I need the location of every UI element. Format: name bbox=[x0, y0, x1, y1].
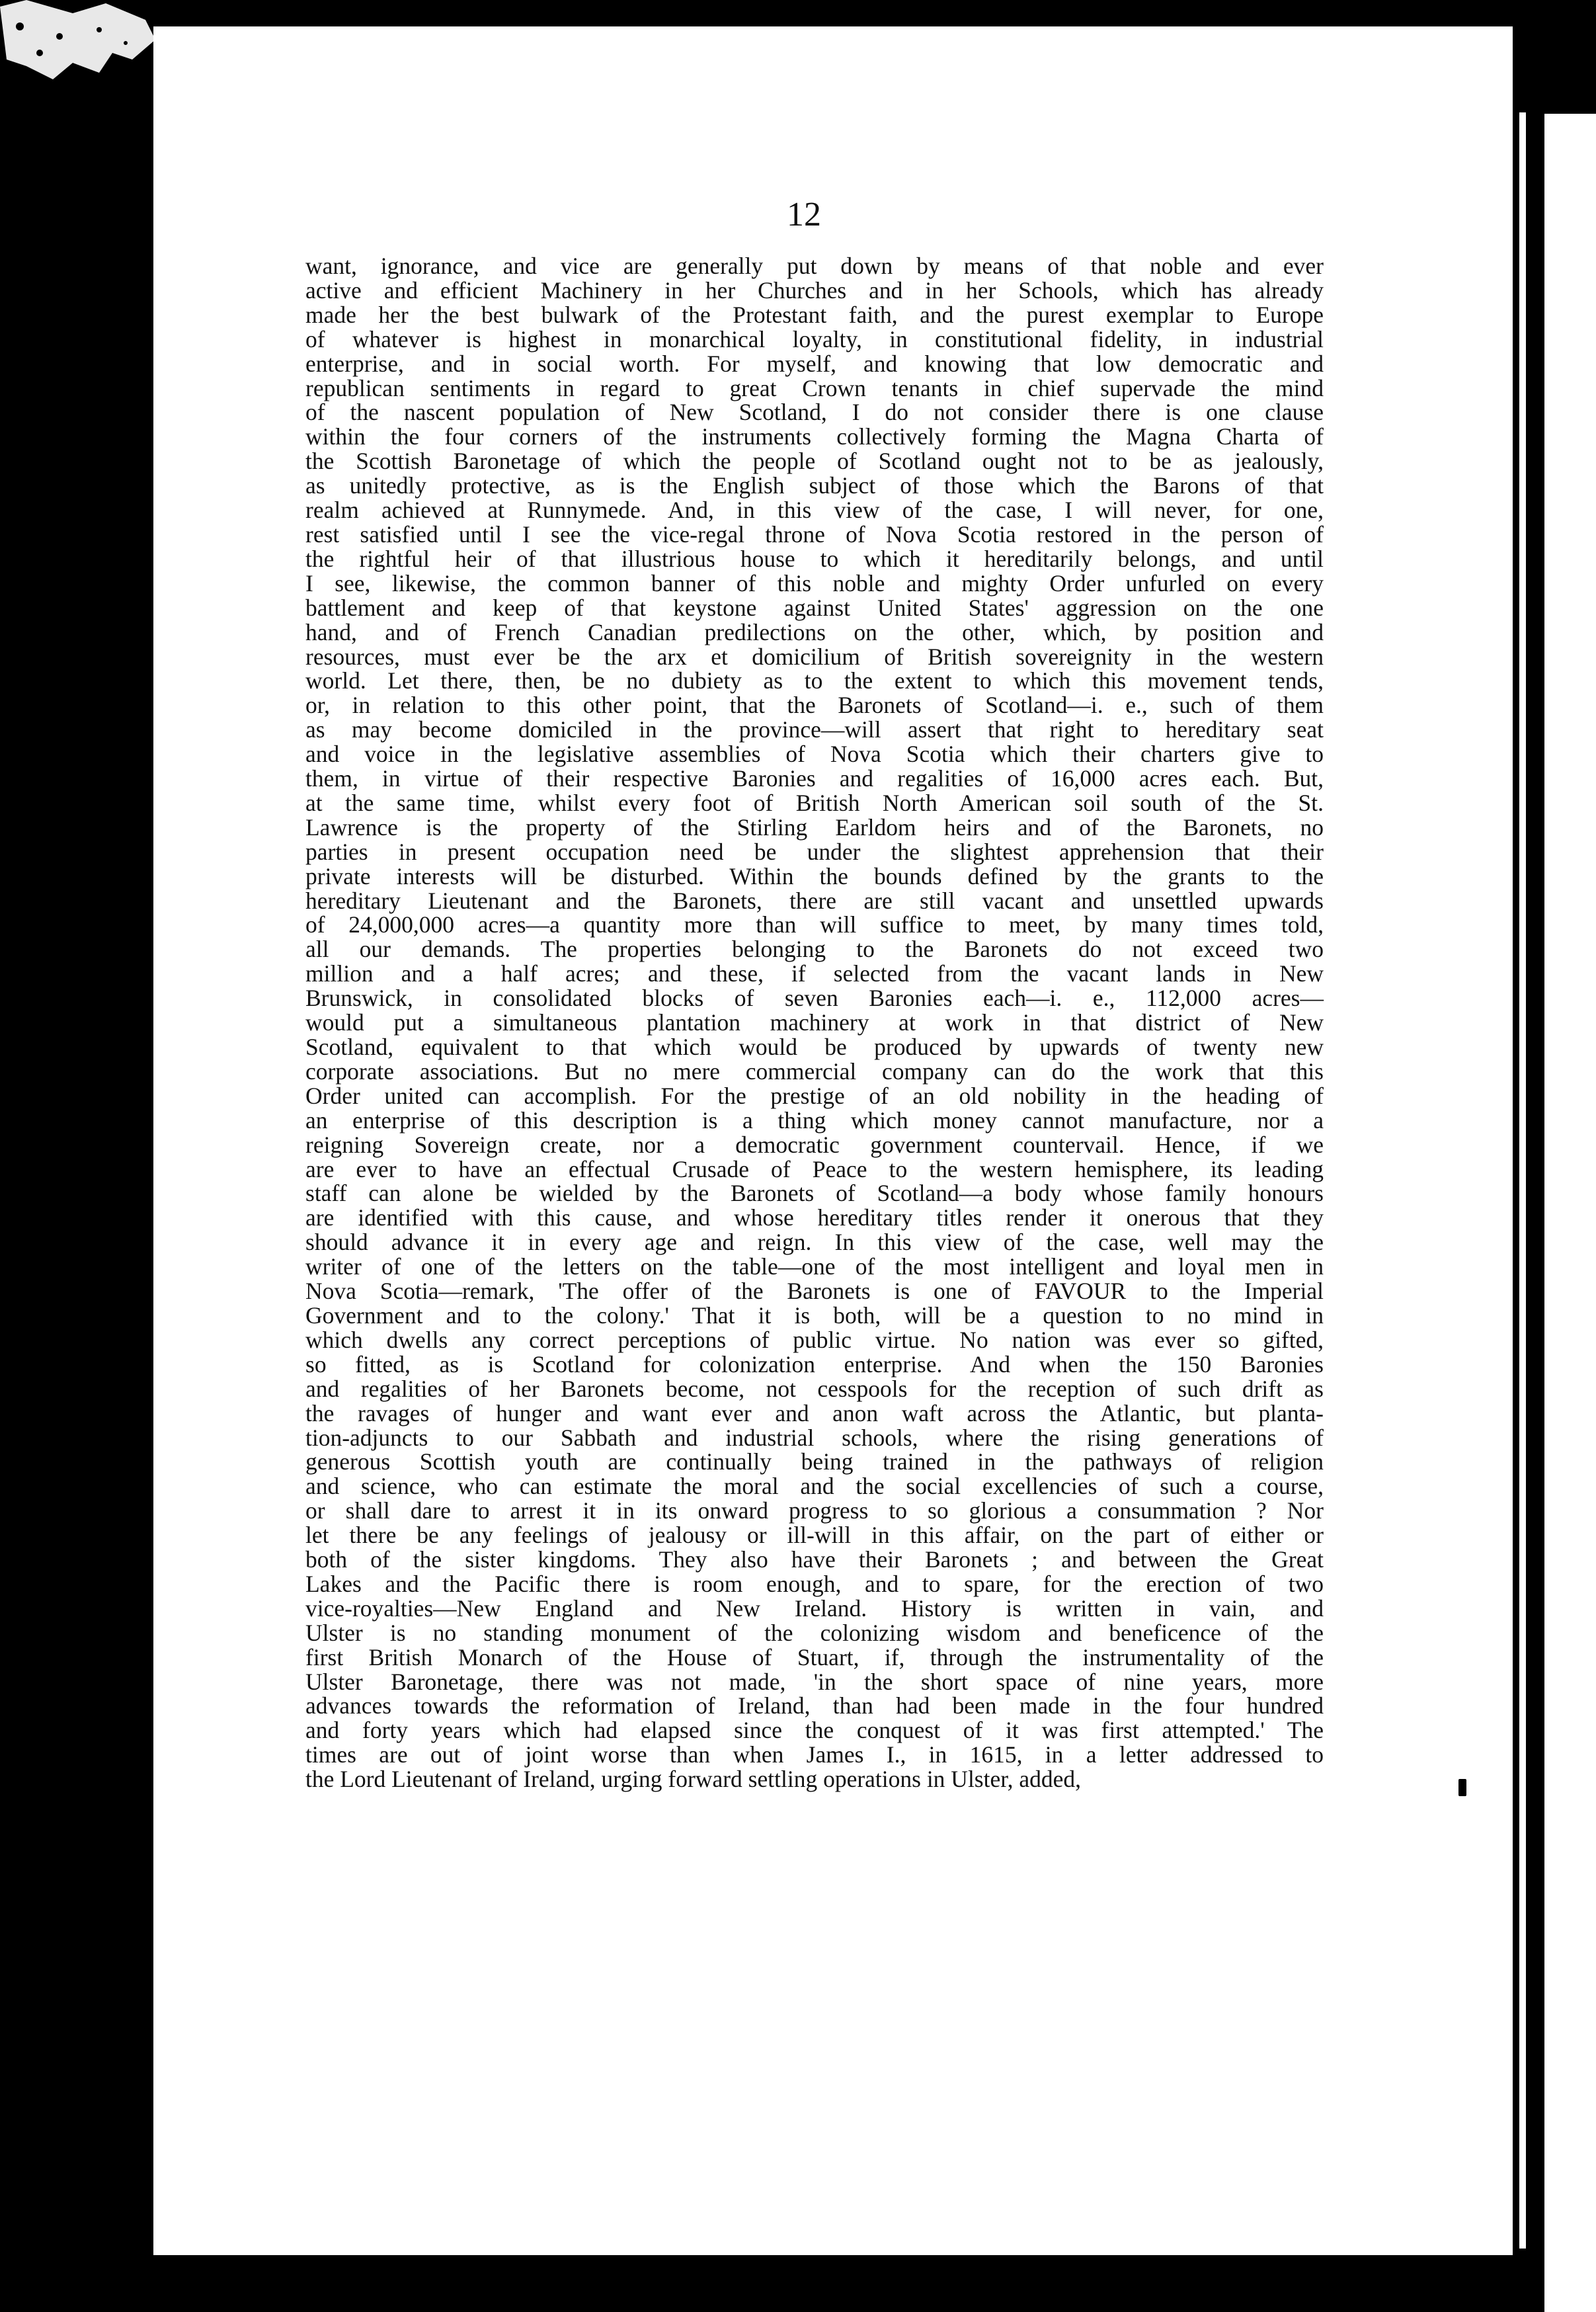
text-line: battlement and keep of that keystone against United States' aggression on the one bbox=[305, 594, 1324, 621]
adjacent-page-edge bbox=[1544, 114, 1596, 2312]
text-line: first British Monarch of the House of Stuart, if, through the instrumentality of the bbox=[305, 1643, 1324, 1671]
text-line: enterprise, and in social worth. For myself, and knowing that low democratic and bbox=[305, 350, 1324, 377]
text-line: as unitedly protective, as is the English subject of those which the Barons of that bbox=[305, 472, 1324, 499]
text-line: of the nascent population of New Scotland, I do not consider there is one clause bbox=[305, 399, 1324, 426]
text-line: an enterprise of this description is a thing which money cannot manufacture, nor a bbox=[305, 1106, 1324, 1134]
text-line: Government and to the colony.' That it is both, will be a question to no mind in bbox=[305, 1301, 1324, 1329]
text-line: Lawrence is the property of the Stirling Earldom heirs and of the Baronets, no bbox=[305, 813, 1324, 841]
text-line: Nova Scotia—remark, 'The offer of the Baronets is one of FAVOUR to the Imperial bbox=[305, 1278, 1324, 1305]
scan-mark bbox=[1458, 1779, 1466, 1796]
text-line: I see, likewise, the common banner of this noble and mighty Order unfurled on every bbox=[305, 569, 1324, 597]
page-number: 12 bbox=[787, 196, 821, 233]
text-line: them, in virtue of their respective Baronies and regalities of 16,000 acres each. But, bbox=[305, 765, 1324, 792]
text-line: Lakes and the Pacific there is room enough, and to spare, for the erection of two bbox=[305, 1570, 1324, 1597]
text-line: private interests will be disturbed. Within the bounds defined by the grants to the bbox=[305, 862, 1324, 889]
text-line: rest satisfied until I see the vice-regal throne of Nova Scotia restored in the person of bbox=[305, 520, 1324, 548]
text-line: and regalities of her Baronets become, not cesspools for the reception of such drift as bbox=[305, 1375, 1324, 1402]
text-line: tion-adjuncts to our Sabbath and industrial schools, where the rising generations of bbox=[305, 1424, 1324, 1451]
text-line: active and efficient Machinery in her Churches and in her Schools, which has already bbox=[305, 276, 1324, 304]
text-line: are identified with this cause, and whose hereditary titles render it onerous that they bbox=[305, 1204, 1324, 1231]
text-line: as may become domiciled in the province—will assert that right to hereditary seat bbox=[305, 716, 1324, 743]
text-line: or shall dare to arrest it in its onward progress to so glorious a consummation ? Nor bbox=[305, 1497, 1324, 1524]
text-line: of whatever is highest in monarchical loyalty, in constitutional fidelity, in industrial bbox=[305, 325, 1324, 352]
text-line: are ever to have an effectual Crusade of Peace to the western hemisphere, its leading bbox=[305, 1155, 1324, 1182]
text-line: would put a simultaneous plantation machinery at work in that district of New bbox=[305, 1009, 1324, 1036]
text-line: resources, must ever be the arx et domicilium of British sovereignity in the western bbox=[305, 643, 1324, 670]
text-line: parties in present occupation need be under the slightest apprehension that their bbox=[305, 838, 1324, 865]
text-line: let there be any feelings of jealousy or ill-will in this affair, on the part of either or bbox=[305, 1522, 1324, 1549]
text-line: within the four corners of the instruments collectively forming the Magna Charta of bbox=[305, 423, 1324, 450]
text-line: generous Scottish youth are continually being trained in the pathways of religion bbox=[305, 1448, 1324, 1475]
text-line: Ulster Baronetage, there was not made, 'in the short space of nine years, more bbox=[305, 1668, 1324, 1695]
text-line: the ravages of hunger and want ever and anon waft across the Atlantic, but planta- bbox=[305, 1399, 1324, 1426]
text-line: the Scottish Baronetage of which the people of Scotland ought not to be as jealously, bbox=[305, 448, 1324, 475]
text-line: the Lord Lieutenant of Ireland, urging forward settling operations in Ulster, added, bbox=[305, 1766, 1082, 1793]
text-line: Order united can accomplish. For the prestige of an old nobility in the heading of bbox=[305, 1082, 1324, 1109]
text-line: Scotland, equivalent to that which would be produced by upwards of twenty new bbox=[305, 1034, 1324, 1060]
text-line: corporate associations. But no mere commercial company can do the work that this bbox=[305, 1057, 1324, 1085]
text-line: should advance it in every age and reign. In this view of the case, well may the bbox=[305, 1229, 1324, 1256]
text-line: hereditary Lieutenant and the Baronets, there are still vacant and unsettled upwards bbox=[305, 887, 1324, 914]
text-line: made her the best bulwark of the Protestant faith, and the purest exemplar to Europe bbox=[305, 301, 1324, 328]
text-line: vice-royalties—New England and New Ireland. History is written in vain, and bbox=[305, 1594, 1324, 1622]
body-text bbox=[305, 254, 1324, 1792]
text-line: of 24,000,000 acres—a quantity more than will suffice to meet, by many times told, bbox=[305, 911, 1324, 938]
text-line: Brunswick, in consolidated blocks of seven Baronies each—i. e., 112,000 acres— bbox=[305, 985, 1324, 1012]
text-line: the rightful heir of that illustrious house to which it hereditarily belongs, and until bbox=[305, 545, 1324, 572]
text-line: so fitted, as is Scotland for colonization enterprise. And when the 150 Baronies bbox=[305, 1350, 1324, 1378]
text-line: want, ignorance, and vice are generally put down by means of that noble and ever bbox=[305, 253, 1324, 279]
text-line: realm achieved at Runnymede. And, in this view of the case, I will never, for one, bbox=[305, 497, 1324, 524]
text-line: at the same time, whilst every foot of British North American soil south of the St. bbox=[305, 789, 1324, 816]
text-line: republican sentiments in regard to great Crown tenants in chief supervade the mind bbox=[305, 374, 1324, 401]
text-line: and forty years which had elapsed since the conquest of it was first attempted.' The bbox=[305, 1717, 1324, 1744]
scan-noise bbox=[0, 0, 159, 165]
text-line: hand, and of French Canadian predilections on the other, which, by position and bbox=[305, 618, 1324, 645]
text-line: reigning Sovereign create, nor a democratic government countervail. Hence, if we bbox=[305, 1131, 1324, 1158]
text-line: all our demands. The properties belonging to the Baronets do not exceed two bbox=[305, 936, 1324, 963]
text-line: or, in relation to this other point, that the Baronets of Scotland—i. e., such of them bbox=[305, 692, 1324, 719]
text-line: Ulster is no standing monument of the colonizing wisdom and beneficence of the bbox=[305, 1619, 1324, 1646]
text-line: both of the sister kingdoms. They also have their Baronets ; and between the Great bbox=[305, 1546, 1324, 1573]
text-line: million and a half acres; and these, if selected from the vacant lands in New bbox=[305, 960, 1324, 987]
text-line: which dwells any correct perceptions of public virtue. No nation was ever so gifted, bbox=[305, 1326, 1324, 1353]
text-line: writer of one of the letters on the table—one of the most intelligent and loyal men in bbox=[305, 1253, 1324, 1280]
text-line: and voice in the legislative assemblies of Nova Scotia which their charters give to bbox=[305, 741, 1324, 768]
page-edge bbox=[1519, 112, 1526, 2249]
text-line: world. Let there, then, be no dubiety as to the extent to which this movement tends, bbox=[305, 667, 1324, 694]
text-line: times are out of joint worse than when James I., in 1615, in a letter addressed to bbox=[305, 1741, 1324, 1768]
text-line: and science, who can estimate the moral and the social excellencies of such a course, bbox=[305, 1473, 1324, 1500]
text-line: staff can alone be wielded by the Baronets of Scotland—a body whose family honours bbox=[305, 1180, 1324, 1207]
text-line: advances towards the reformation of Ireland, than had been made in the four hundred bbox=[305, 1692, 1324, 1719]
